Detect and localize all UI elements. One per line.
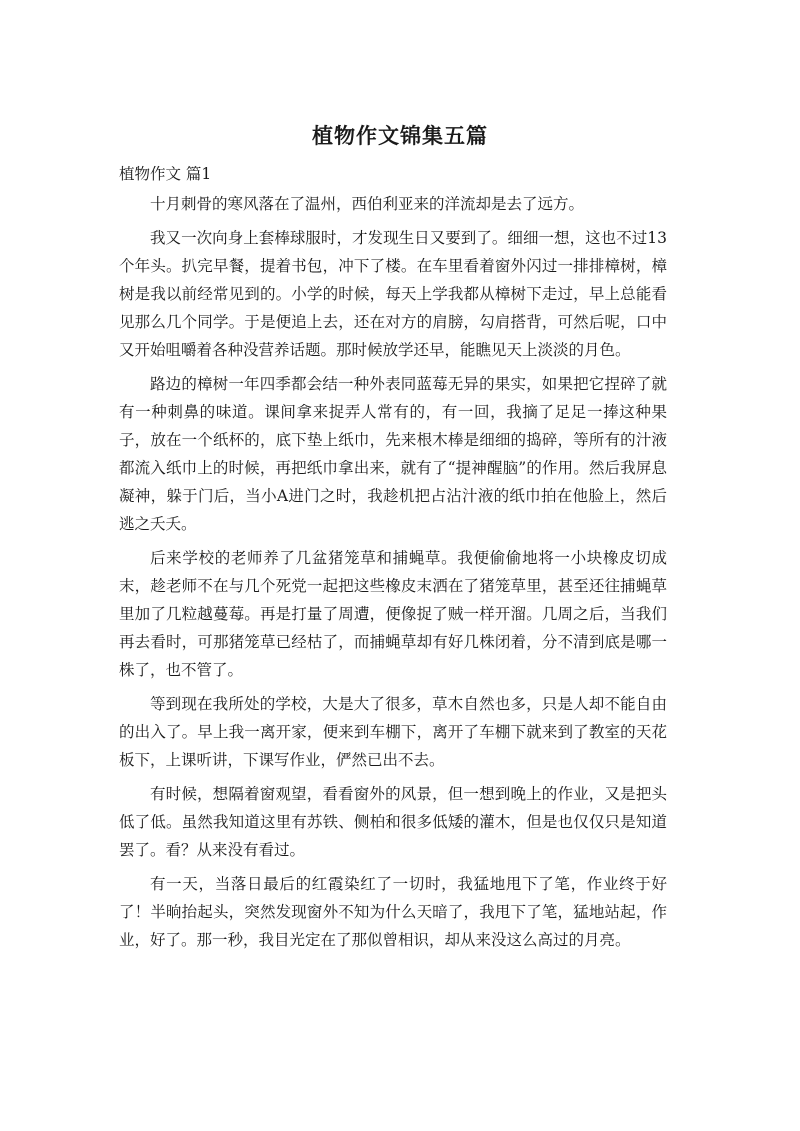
- paragraph: 十月刺骨的寒风落在了温州，西伯利亚来的洋流却是去了远方。: [150, 195, 585, 213]
- document-title: 植物作文锦集五篇: [312, 124, 488, 148]
- paragraph: 我又一次向身上套棒球服时，才发现生日又要到了。细细一想，这也不过13个年头。扒完早餐，提着书包，冲下了楼。在车里看着窗外闪过一排排樟树，樟树是我以前经常见到的。小学的时候，每天上学我都从樟树下走过，早上总能看见那么几个同学。于是便追上去，还在对方的肩膀，勾肩搭背，可然后呢，口中又开始咀嚼着各种没营养话题。那时候放学还早，能瞧见天上淡淡的月色。: [119, 229, 667, 359]
- paragraph: 有时候，想隔着窗观望，看看窗外的风景，但一想到晚上的作业，又是把头低了低。虽然我知道这里有苏铁、侧柏和很多低矮的灌木，但是也仅仅只是知道罢了。看？从来没有看过。: [119, 785, 667, 859]
- paragraph: 等到现在我所处的学校，大是大了很多，草木自然也多，只是人却不能自由的出入了。早上我一离开家，便来到车棚下，离开了车棚下就来到了教室的天花板下，上课听讲，下课写作业，俨然已出不去。: [119, 695, 667, 769]
- document-body: [119, 190, 667, 960]
- paragraph: 后来学校的老师养了几盆猪笼草和捕蝇草。我便偷偷地将一小块橡皮切成末，趁老师不在与几个死党一起把这些橡皮末洒在了猪笼草里，甚至还往捕蝇草里加了几粒越蔓莓。再是打量了周遭，便像捉了贼一样开溜。几周之后，当我们再去看时，可那猪笼草已经枯了，而捕蝇草却有好几株闭着，分不清到底是哪一株了，也不管了。: [119, 549, 667, 679]
- section-heading: 植物作文 篇1: [119, 165, 212, 183]
- paragraph: 有一天，当落日最后的红霞染红了一切时，我猛地甩下了笔，作业终于好了！半晌抬起头，突然发现窗外不知为什么天暗了，我甩下了笔，猛地站起，作业，好了。那一秒，我目光定在了那似曾相识，却从来没这么高过的月亮。: [119, 875, 667, 949]
- paragraph: 路边的樟树一年四季都会结一种外表同蓝莓无异的果实，如果把它捏碎了就有一种刺鼻的味道。课间拿来捉弄人常有的，有一回，我摘了足足一捧这种果子，放在一个纸杯的，底下垫上纸巾，先来根木棒是细细的捣碎，等所有的汁液都流入纸巾上的时候，再把纸巾拿出来，就有了“提神醒脑”的作用。然后我屏息凝神，躲于门后，当小A进门之时，我趁机把占沾汁液的纸巾拍在他脸上，然后逃之夭夭。: [119, 375, 667, 533]
